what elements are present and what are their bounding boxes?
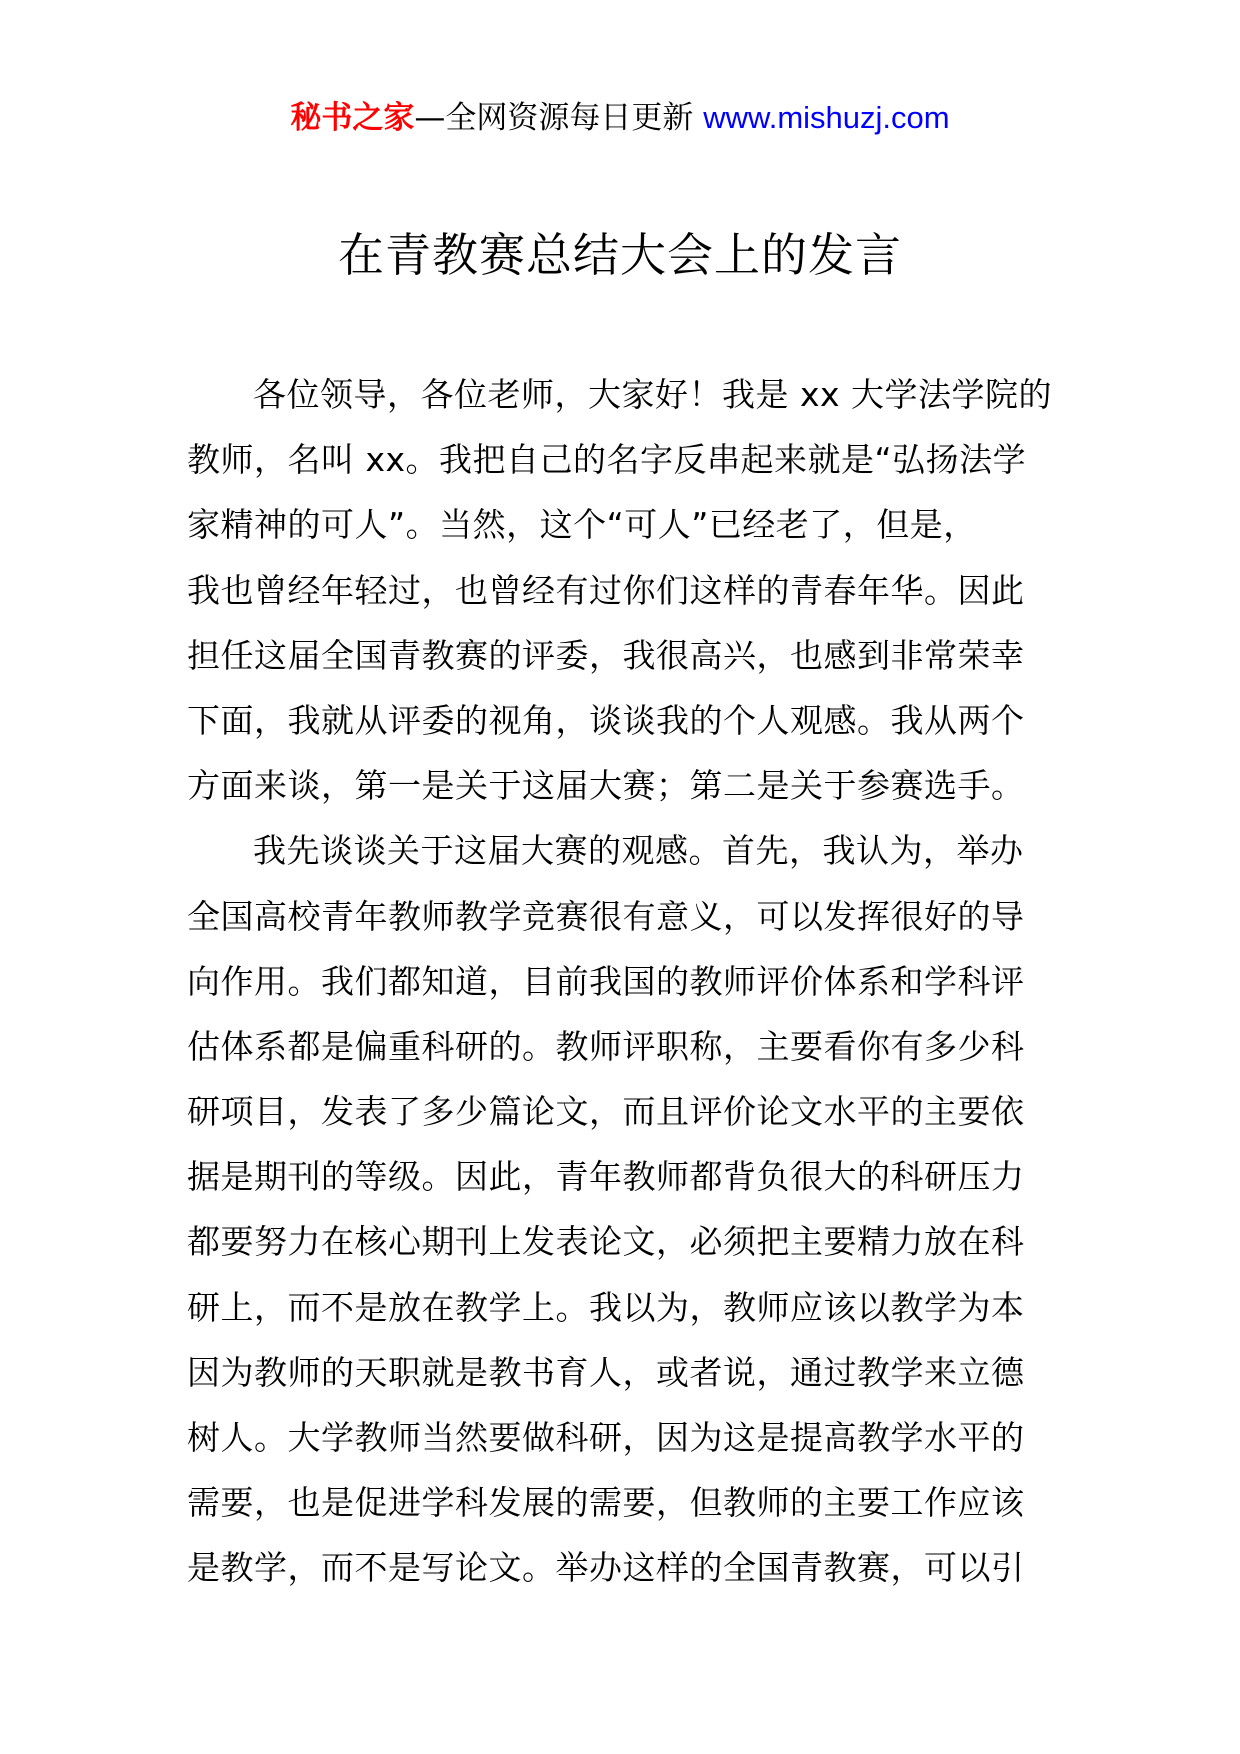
body-line: 我先谈谈关于这届大赛的观感。首先，我认为，举办 bbox=[253, 831, 1024, 871]
site-header bbox=[0, 98, 1240, 138]
body-line: 都要努力在核心期刊上发表论文，必须把主要精力放在科 bbox=[187, 1222, 1025, 1262]
body-line: 研上，而不是放在教学上。我以为，教师应该以教学为本 bbox=[187, 1287, 1025, 1327]
body-line: 教师，名叫 xx。我把自己的名字反串起来就是“弘扬法学 bbox=[187, 440, 1027, 480]
body-line: 担任这届全国青教赛的评委，我很高兴，也感到非常荣幸 bbox=[187, 635, 1025, 675]
body-line: 各位领导，各位老师，大家好！我是 xx 大学法学院的 bbox=[253, 375, 1053, 414]
body-line: 下面，我就从评委的视角，谈谈我的个人观感。我从两个 bbox=[187, 700, 1025, 740]
body-line: 估体系都是偏重科研的。教师评职称，主要看你有多少科 bbox=[187, 1026, 1025, 1066]
site-brand: 秘书之家 bbox=[290, 100, 415, 136]
body-line: 我也曾经年轻过，也曾经有过你们这样的青春年华。因此 bbox=[187, 570, 1025, 610]
body-line: 树人。大学教师当然要做科研，因为这是提高教学水平的 bbox=[187, 1418, 1025, 1457]
site-tagline: —全网资源每日更新 bbox=[414, 100, 694, 136]
body-line: 向作用。我们都知道，目前我国的教师评价体系和学科评 bbox=[187, 961, 1025, 1001]
document-body bbox=[187, 362, 1052, 1601]
body-line: 据是期刊的等级。因此，青年教师都背负很大的科研压力 bbox=[187, 1157, 1025, 1197]
body-line: 全国高校青年教师教学竞赛很有意义，可以发挥很好的导 bbox=[187, 896, 1025, 936]
document-title: 在青教赛总结大会上的发言 bbox=[338, 228, 902, 282]
body-line: 方面来谈，第一是关于这届大赛；第二是关于参赛选手。 bbox=[187, 766, 1025, 806]
body-line: 因为教师的天职就是教书育人，或者说，通过教学来立德 bbox=[187, 1352, 1025, 1392]
body-line: 研项目，发表了多少篇论文，而且评价论文水平的主要依 bbox=[187, 1092, 1025, 1132]
body-line: 家精神的可人”。当然，这个“可人”已经老了，但是， bbox=[187, 505, 977, 545]
body-line: 是教学，而不是写论文。举办这样的全国青教赛，可以引 bbox=[187, 1548, 1025, 1588]
body-line: 需要，也是促进学科发展的需要，但教师的主要工作应该 bbox=[187, 1483, 1025, 1523]
site-url-link[interactable]: www.mishuzj.com bbox=[703, 100, 950, 135]
